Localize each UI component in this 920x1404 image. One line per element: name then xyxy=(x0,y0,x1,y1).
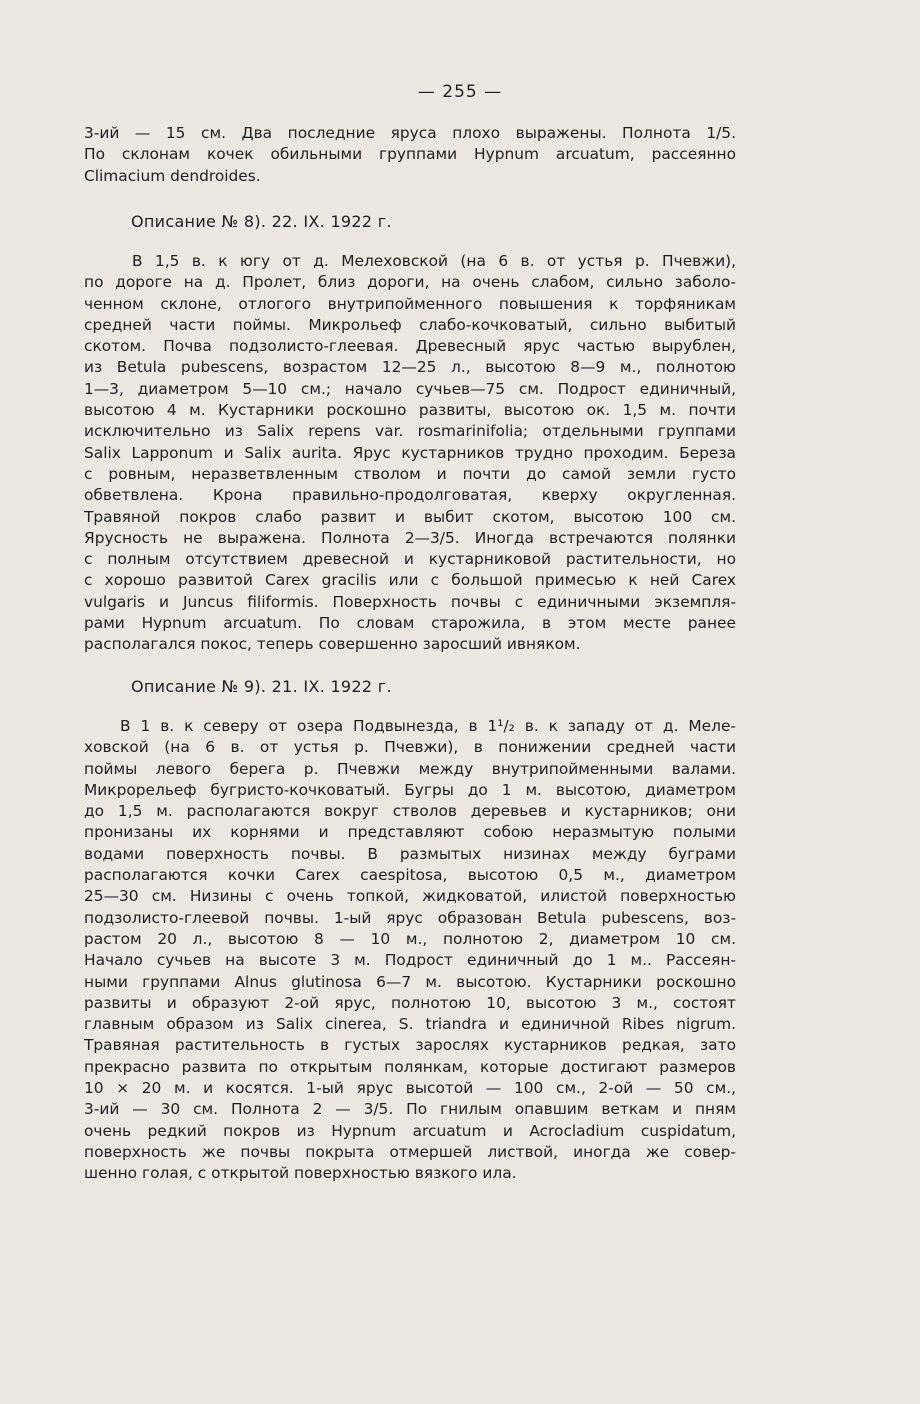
description-9-heading: Описание № 9). 21. IX. 1922 г. xyxy=(131,677,392,696)
text-line: 3-ий — 15 см. Два последние яруса плохо выражены. Полнота 1/5. xyxy=(84,124,736,142)
text-line: с полным отсутствием древесной и кустарниковой растительности, но xyxy=(84,550,736,569)
text-line: ченном склоне, отлогого внутрипойменного повышения к торфяникам xyxy=(84,294,736,313)
page-number: — 255 — xyxy=(417,82,503,102)
text-line: Climacium dendroides. xyxy=(84,166,261,185)
text-line: пронизаны их корнями и представляют собою неразмытую полыми xyxy=(84,823,736,842)
text-line: высотою 4 м. Кустарники роскошно развиты, высотою ок. 1,5 м. почти xyxy=(84,401,736,420)
text-line: 10 × 20 м. и косятся. 1-ый ярус высотой — 100 см., 2-ой — 50 см., xyxy=(84,1079,736,1098)
text-line: Ярусность не выражена. Полнота 2—3/5. Иногда встречаются полянки xyxy=(84,528,736,547)
text-line: В 1 в. к северу от озера Подвынезда, в 1¹/₂ в. к западу от д. Меле- xyxy=(120,717,736,735)
text-line: поймы левого берега р. Пчевжи между внутрипойменными валами. xyxy=(84,759,736,778)
text-line: шенно голая, с открытой поверхностью вязкого ила. xyxy=(84,1164,517,1183)
text-line: Травяной покров слабо развит и выбит скотом, высотою 100 см. xyxy=(84,507,736,526)
text-line: до 1,5 м. располагаются вокруг стволов деревьев и кустарников; они xyxy=(84,802,736,821)
text-line: обветвлена. Крона правильно-продолговатая, кверху округленная. xyxy=(84,486,736,505)
text-line: В 1,5 в. к югу от д. Мелеховской (на 6 в. от устья р. Пчевжи), xyxy=(132,252,736,270)
description-8-heading: Описание № 8). 22. IX. 1922 г. xyxy=(131,212,392,231)
text-line: очень редкий покров из Hypnum arcuatum и Acrocladium cuspidatum, xyxy=(84,1121,736,1140)
description-9-paragraph xyxy=(84,716,736,1185)
text-line: рами Hypnum arcuatum. По словам старожила, в этом месте ранее xyxy=(84,614,736,633)
text-line: средней части поймы. Микрольеф слабо-кочковатый, сильно выбитый xyxy=(84,315,736,334)
text-line: водами поверхность почвы. В размытых низинах между буграми xyxy=(84,844,736,863)
text-line: исключительно из Salix repens var. rosmarinifolia; отдельными группами xyxy=(84,422,736,441)
text-line: поверхность же почвы покрыта отмершей листвой, иногда же совер- xyxy=(84,1142,736,1161)
text-line: vulgaris и Juncus filiformis. Поверхность почвы с единичными экземпля- xyxy=(84,592,736,611)
text-line: с хорошо развитой Carex gracilis или с большой примесью к ней Carex xyxy=(84,571,736,590)
text-line: Salix Lapponum и Salix aurita. Ярус кустарников трудно проходим. Береза xyxy=(84,443,736,462)
text-line: главным образом из Salix cinerea, S. triandra и единичной Ribes nigrum. xyxy=(84,1015,736,1034)
text-line: 25—30 см. Низины с очень топкой, жидковатой, илистой поверхностью xyxy=(84,887,736,906)
text-line: ными группами Alnus glutinosa 6—7 м. высотою. Кустарники роскошно xyxy=(84,972,736,991)
text-line: с ровным, неразветвленным стволом и почти до самой земли густо xyxy=(84,464,736,483)
text-line: 1—3, диаметром 5—10 см.; начало сучьев—75 см. Подрост единичный, xyxy=(84,379,736,398)
text-line: подзолисто-глеевой почвы. 1-ый ярус образован Betula pubescens, воз- xyxy=(84,908,736,927)
text-line: 3-ий — 30 см. Полнота 2 — 3/5. По гнилым опавшим веткам и пням xyxy=(84,1100,736,1119)
text-line: по дороге на д. Пролет, близ дороги, на очень слабом, сильно заболо- xyxy=(84,273,736,292)
intro-paragraph xyxy=(84,123,736,187)
text-line: располагаются кочки Carex caespitosa, высотою 0,5 м., диаметром xyxy=(84,866,736,885)
text-line: развиты и образуют 2-ой ярус, полнотою 10, высотою 3 м., состоят xyxy=(84,993,736,1012)
text-line: Травяная растительность в густых зарослях кустарников редкая, зато xyxy=(84,1036,736,1055)
text-line: Начало сучьев на высоте 3 м. Подрост единичный до 1 м.. Рассеян- xyxy=(84,951,736,970)
text-line: ховской (на 6 в. от устья р. Пчевжи), в понижении средней части xyxy=(84,738,736,757)
text-line: располагался покос, теперь совершенно заросший ивняком. xyxy=(84,635,581,654)
text-line: из Betula pubescens, возрастом 12—25 л., высотою 8—9 м., полнотою xyxy=(84,358,736,377)
description-8-paragraph xyxy=(84,251,736,656)
text-line: По склонам кочек обильными группами Hypnum arcuatum, рассеянно xyxy=(84,145,736,164)
text-line: прекрасно развита по открытым полянкам, которые достигают размеров xyxy=(84,1057,736,1076)
text-line: растом 20 л., высотою 8 — 10 м., полнотою 2, диаметром 10 см. xyxy=(84,929,736,948)
text-line: скотом. Почва подзолисто-глеевая. Древесный ярус частью вырублен, xyxy=(84,337,736,356)
text-line: Микрорельеф бугристо-кочковатый. Бугры до 1 м. высотою, диаметром xyxy=(84,780,736,799)
